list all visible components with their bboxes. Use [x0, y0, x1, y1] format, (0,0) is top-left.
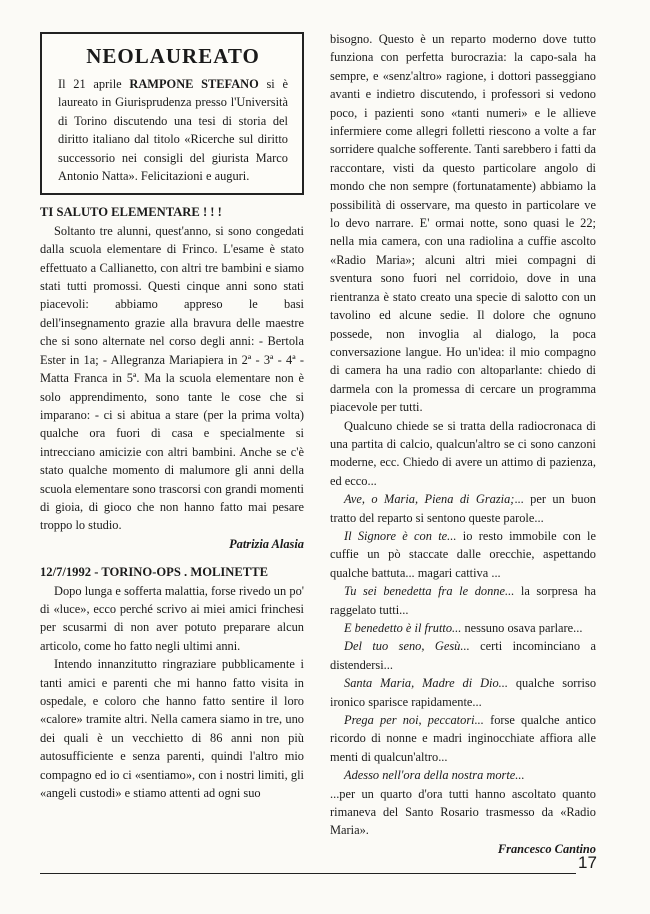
prayer-line-1: Ave, o Maria, Piena di Grazia;... per un buon tratto del reparto si sentono queste parole...	[330, 492, 596, 525]
article2-closing: ...per un quarto d'ora tutti hanno ascoltato quanto rimaneva del Santo Rosario trasmesso da «Radio Maria».	[330, 786, 596, 838]
article2-paragraph-2-continued: bisogno. Questo è un reparto moderno dove tutto funziona con perfetta burocrazia: la capo-sala ha sempre, e «senz'altro» ragione, i dottori passeggiano avanti e indietro discutendo, i professori si vedono poco, i pazienti sono «tanti numeri» e le allieve infermiere come allegri folletti riescono a volte a far sorridere qualche sofferente. Tanti sarebbero i fatti da raccontare, visti da questo particolare angolo di mondo che non sempre (fortunatamente) abbiamo la possibilità di osservare, ma questo in particolare ve lo devo narrare. E' ormai notte, sono quasi le 22; nella mia camera, con una radiolina a cuffie ascolto «Radio Maria»; alcuni altri miei compagni di sventura sono fuori nel corridoio, dove in una rientranza è stato creato una specie di salotto con un tavolino ed alcune sedie. Il dolore che ognuno possede, non invoglia al dialogo, la poca conversazione langue. Ho un'idea: il mio compagno di camera ha una radio con altoparlante: chiedo di darmela con la promessa di cercare un programma piacevole per tutti.	[330, 32, 596, 415]
prayer-line-3: Tu sei benedetta fra le donne... la sorpresa ha raggelato tutti...	[330, 584, 597, 617]
article2-paragraph-1: Dopo lunga e sofferta malattia, forse rivedo un po' di «luce», ecco perché scrivo ai miei amici frinchesi per scusarmi di non aver potuto preparare alcun articolo, come ho fatto negli ultimi anni.	[40, 583, 304, 653]
footer-rule	[40, 873, 576, 874]
graduation-notice-title: NEOLAUREATO	[86, 44, 260, 68]
article2-signature: Francesco Cantino	[497, 841, 596, 856]
prayer-line-8: Adesso nell'ora della nostra morte...	[344, 768, 525, 783]
page-number: 17	[578, 853, 597, 872]
article2-title: 12/7/1992 - TORINO-OPS . MOLINETTE	[40, 565, 269, 580]
graduation-notice-text: Il 21 aprile RAMPONE STEFANO si è laureato in Giurisprudenza presso l'Università di Torino discutendo una tesi di storia del diritto italiano dal titolo «Ricerche sul diritto successorio nei consigli del giurista Marco Antonio Natta». Felicitazioni e auguri.	[58, 77, 288, 184]
left-column	[40, 30, 304, 802]
article1-paragraph: Soltanto tre alunni, quest'anno, si sono congedati dalla scuola elementare di Frinco. L'esame è stato effettuato a Callianetto, con altri tre bambini e siamo stati tutti promossi. Questi cinque anni sono stati piacevoli: abbiamo appreso le basi dell'insegnamento grazie alla bravura delle maestre che si sono alternate nel corso degli anni: - Bertola Ester in 1a; - Allegranza Mariapiera in 2ª - 3ª - 4ª - Matta Franca in 5ª. Ma la scuola elementare non è solo apprendimento, sono tante le cose che si imparano: - ci si abitua a stare (per la prima volta) qualche ora fuori di casa e specialmente si intrecciano amicizie con altri bambini. Anche se c'è stato qualche momento di malumore gli anni della scuola elementare sono trascorsi con grandi momenti di gioia, di gioco che non hanno fatto mai pesare troppo lo studio.	[40, 223, 304, 533]
article1-title: TI SALUTO ELEMENTARE ! ! !	[40, 205, 222, 220]
prayer-line-4: E benedetto è il frutto... nessuno osava parlare...	[344, 621, 583, 635]
article2-paragraph-2: Intendo innanzitutto ringraziare pubblicamente i tanti amici e parenti che mi hanno fatto visita in ospedale, e coloro che hanno fatto sentire il loro «calore» tramite altri. Nella camera siamo in tre, uno dei quali è un vecchietto di 86 anni non più autosufficiente e senza parenti, quindi l'altro mio compagno ed io ci «sentiamo», con i nostri limiti, gli «angeli custodi» e stiamo attenti ad ogni suo	[40, 657, 304, 801]
article2-paragraph-3: Qualcuno chiede se si tratta della radiocronaca di una partita di calcio, qualcun'altro se ci sono canzoni moderne, ecc. Chiedo di avere un attimo di pazienza, ed ecco...	[330, 418, 596, 488]
graduation-notice-box	[40, 32, 304, 195]
prayer-line-7: Prega per noi, peccatori... forse qualche antico ricordo di nonne e madri inginocchiate affiora alle menti di qualcun'altro...	[330, 713, 596, 764]
prayer-line-5: Del tuo seno, Gesù... certi incominciano a distendersi...	[330, 639, 596, 672]
right-column	[330, 30, 596, 868]
prayer-line-6: Santa Maria, Madre di Dio... qualche sorriso ironico sparisce rapidamente...	[330, 676, 597, 709]
graduate-name: RAMPONE STEFANO	[129, 77, 259, 91]
article1-signature: Patrizia Alasia	[229, 536, 304, 551]
prayer-line-2: Il Signore è con te... io resto immobile con le cuffie un pò staccate dalle orecchie, aspettando qualche battuta... magari cattiva ...	[330, 528, 596, 580]
